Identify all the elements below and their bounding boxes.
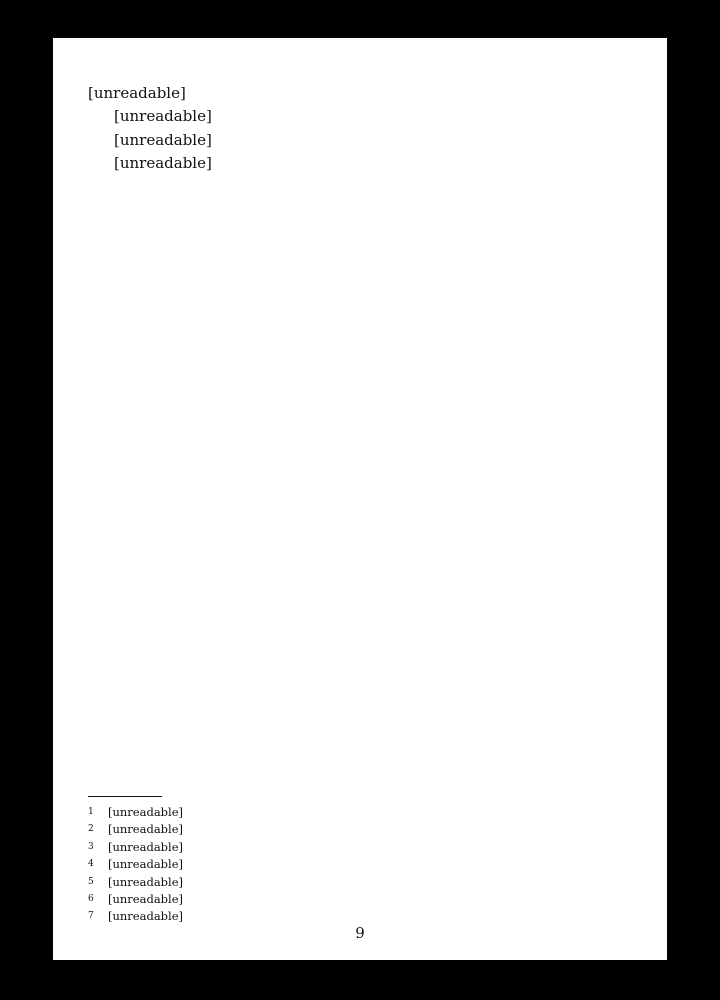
paragraph: [unreadable]	[88, 84, 186, 102]
page-number: 9	[355, 924, 365, 942]
footnote-number: 3	[88, 841, 94, 852]
footnote-text: [unreadable]	[108, 892, 184, 907]
footnote-number: 5	[88, 876, 94, 887]
footnote	[88, 804, 632, 821]
footnote-text: [unreadable]	[108, 805, 184, 819]
footnote-text: [unreadable]	[108, 874, 184, 889]
footnote-number: 2	[88, 824, 94, 835]
footnote	[88, 839, 632, 856]
footnote-text: [unreadable]	[108, 909, 184, 924]
footnote	[88, 891, 632, 908]
paragraph: [unreadable]	[114, 154, 212, 173]
footnote	[88, 856, 632, 873]
footnote-text: [unreadable]	[108, 857, 184, 872]
footnote-separator	[88, 796, 162, 797]
footnote	[88, 821, 632, 838]
footnote-number: 6	[88, 894, 94, 905]
footnote	[88, 874, 632, 891]
book-page	[53, 38, 667, 960]
paragraph: [unreadable]	[114, 107, 212, 126]
paragraph: [unreadable]	[114, 130, 212, 149]
main-text	[88, 82, 632, 176]
footnotes	[88, 804, 632, 926]
footnote-number: 7	[88, 911, 94, 922]
footnote-number: 4	[88, 859, 94, 870]
footnote-number: 1	[88, 807, 94, 817]
footnote-text: [unreadable]	[108, 839, 184, 854]
footnote-text: [unreadable]	[108, 822, 184, 837]
